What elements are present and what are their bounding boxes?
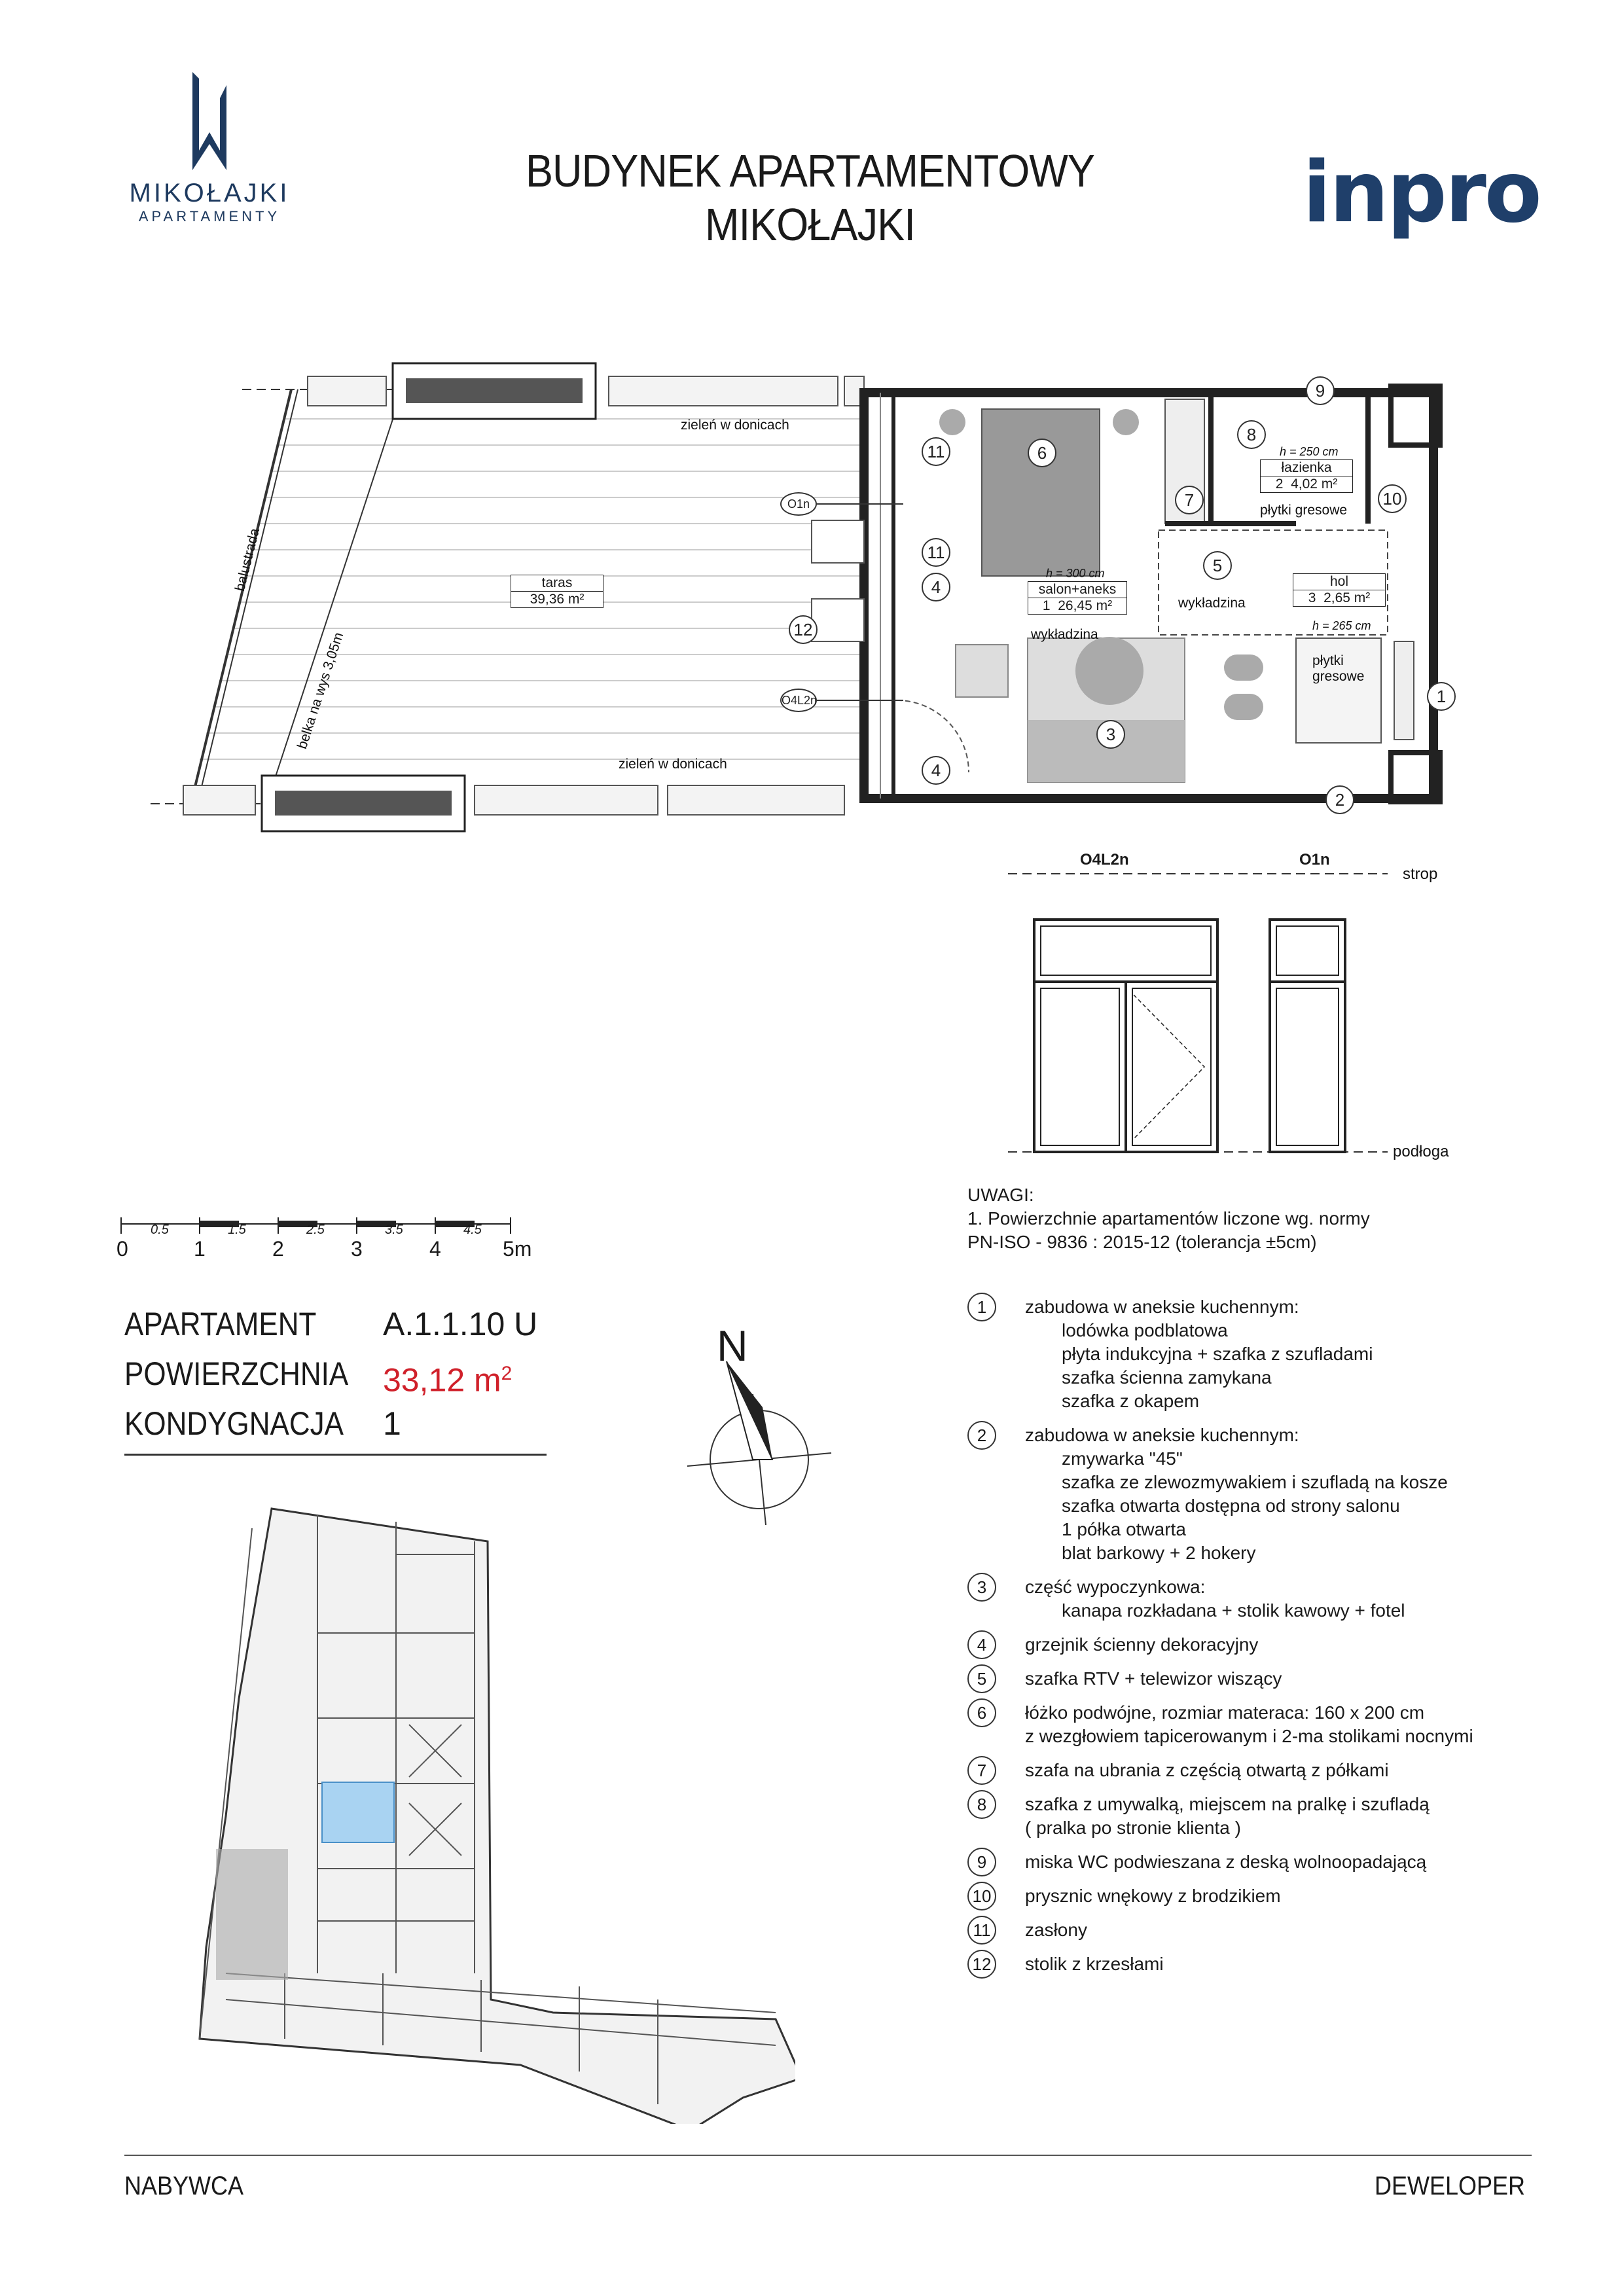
legend-item-subline: płyta indukcyjna + szafka z szufladami — [1062, 1344, 1373, 1364]
hall-area: 2,65 m² — [1323, 590, 1371, 605]
marker-9: 9 — [1306, 376, 1335, 405]
legend-item-number: 12 — [967, 1950, 996, 1979]
living-name: salon+aneks — [1028, 582, 1126, 598]
legend-item-number: 3 — [967, 1573, 996, 1602]
legend-item-number: 4 — [967, 1630, 996, 1659]
area-value-sup: 2 — [501, 1363, 513, 1384]
bath-area: 4,02 m² — [1291, 476, 1338, 492]
legend-item-text — [1025, 1950, 1557, 1976]
terrace-label-box — [511, 575, 603, 608]
legend-item-text — [1025, 1790, 1557, 1840]
marker-12: 12 — [789, 615, 818, 644]
legend-item-line: prysznic wnękowy z brodzikiem — [1025, 1886, 1281, 1906]
floor-plan — [0, 0, 1620, 851]
apartment-value: A.1.1.10 U — [383, 1306, 538, 1342]
legend-item — [967, 1664, 1557, 1691]
scale-minor-3: 3.5 — [385, 1223, 403, 1237]
legend-item-line: szafka RTV + telewizor wiszący — [1025, 1668, 1282, 1689]
window-o1n-callout: O1n — [780, 492, 817, 516]
notes-line-1: 1. Powierzchnie apartamentów liczone wg. normy — [967, 1208, 1370, 1229]
legend-item — [967, 1848, 1557, 1874]
legend-item-line: zabudowa w aneksie kuchennym: — [1025, 1425, 1299, 1445]
apartment-row — [124, 1299, 547, 1349]
key-plan — [187, 1502, 795, 2124]
marker-1: 1 — [1427, 682, 1456, 711]
legend-item-line: z wezgłowiem tapicerowanym i 2-ma stolikami nocnymi — [1025, 1726, 1473, 1746]
marker-3: 3 — [1096, 720, 1125, 749]
floor-label: KONDYGNACJA — [124, 1405, 344, 1442]
legend-item-subline: zmywarka "45" — [1062, 1448, 1183, 1469]
marker-4b: 4 — [922, 756, 950, 785]
logo-left-name: MIKOŁAJKI — [129, 179, 290, 207]
floor-row — [124, 1399, 547, 1448]
living-floor: wykładzina — [1031, 627, 1098, 642]
bath-label-box — [1260, 459, 1353, 493]
legend-item-line: zabudowa w aneksie kuchennym: — [1025, 1297, 1299, 1317]
legend-item — [967, 1950, 1557, 1976]
window-left-label: O4L2n — [1080, 851, 1129, 869]
legend-item-number: 6 — [967, 1698, 996, 1727]
kitchen-floor-1: płytki — [1312, 653, 1344, 668]
scale-major-1: 1 — [194, 1237, 206, 1261]
legend-item-text — [1025, 1848, 1557, 1874]
terrace-name: taras — [511, 575, 603, 592]
ceiling-label: strop — [1403, 865, 1438, 883]
marker-11a: 11 — [922, 437, 950, 466]
furniture-legend — [967, 1293, 1557, 1984]
scale-major-3: 3 — [351, 1237, 363, 1261]
notes-line-2: PN-ISO - 9836 : 2015-12 (tolerancja ±5cm) — [967, 1232, 1317, 1252]
legend-item-line: zasłony — [1025, 1920, 1087, 1940]
legend-item — [967, 1421, 1557, 1565]
legend-item-number: 2 — [967, 1421, 996, 1450]
beam-label: belka na wys 3,05m — [295, 630, 347, 751]
compass-north: N — [717, 1321, 748, 1370]
living-height: h = 300 cm — [1046, 567, 1105, 580]
floor-value: 1 — [383, 1405, 401, 1442]
bath-name: łazienka — [1261, 460, 1352, 476]
legend-item-subline: blat barkowy + 2 hokery — [1062, 1543, 1256, 1563]
legend-item-subline: szafka z okapem — [1062, 1391, 1200, 1411]
area-value-wrap — [383, 1349, 512, 1405]
legend-item — [967, 1916, 1557, 1942]
marker-10: 10 — [1378, 484, 1407, 513]
apartment-info-divider — [124, 1454, 547, 1456]
legend-item-text — [1025, 1421, 1557, 1565]
living-area-row — [1028, 598, 1126, 614]
legend-item-subline: szafka otwarta dostępna od strony salonu — [1062, 1496, 1400, 1516]
footer-divider — [124, 2155, 1532, 2156]
legend-item-line: ( pralka po stronie klienta ) — [1025, 1818, 1241, 1838]
marker-7: 7 — [1175, 486, 1204, 514]
bath-area-row — [1261, 476, 1352, 492]
apartment-label: APARTAMENT — [124, 1306, 317, 1342]
legend-item-subline: kanapa rozkładana + stolik kawowy + fotel — [1062, 1600, 1405, 1621]
legend-item — [967, 1790, 1557, 1840]
legend-item-number: 10 — [967, 1882, 996, 1910]
apartment-info — [124, 1299, 547, 1456]
legend-item-line: miska WC podwieszana z deską wolnoopadającą — [1025, 1852, 1427, 1872]
legend-item-line: grzejnik ścienny dekoracyjny — [1025, 1634, 1259, 1655]
hall-label-box — [1293, 573, 1386, 607]
legend-item-text — [1025, 1573, 1557, 1623]
legend-item-number: 5 — [967, 1664, 996, 1693]
developer-label: DEWELOPER — [1375, 2172, 1526, 2200]
legend-item-text — [1025, 1756, 1557, 1782]
greenery-top-label: zieleń w donicach — [681, 418, 789, 433]
legend-item — [967, 1882, 1557, 1908]
terrace-area: 39,36 m² — [530, 592, 585, 607]
legend-item — [967, 1698, 1557, 1748]
title-line-1: BUDYNEK APARTAMENTOWY — [525, 145, 1095, 196]
hall-height: h = 265 cm — [1312, 619, 1371, 632]
scale-minor-2: 2.5 — [306, 1223, 325, 1237]
marker-8: 8 — [1237, 420, 1266, 449]
window-right-label: O1n — [1299, 851, 1330, 869]
area-row — [124, 1349, 547, 1399]
floor-label: podłoga — [1393, 1143, 1449, 1160]
legend-item-subline: szafka ze zlewozmywakiem i szufladą na kosze — [1062, 1472, 1448, 1492]
legend-item-line: stolik z krzesłami — [1025, 1954, 1164, 1974]
legend-item-number: 8 — [967, 1790, 996, 1819]
logo-inpro: inpro — [1303, 144, 1540, 242]
legend-item-line: łóżko podwójne, rozmiar materaca: 160 x 200 cm — [1025, 1702, 1425, 1723]
kitchen-floor-2: gresowe — [1312, 669, 1365, 684]
bath-no: 2 — [1275, 476, 1284, 492]
title-line-2: MIKOŁAJKI — [705, 199, 915, 250]
scale-major-0: 0 — [117, 1237, 128, 1261]
legend-item-text — [1025, 1698, 1557, 1748]
legend-item-text — [1025, 1916, 1557, 1942]
hall-no: 3 — [1308, 590, 1316, 605]
scale-major-5: 5m — [503, 1237, 532, 1261]
hall-floor: wykładzina — [1178, 596, 1246, 611]
legend-item — [967, 1630, 1557, 1657]
legend-item-subline: lodówka podblatowa — [1062, 1320, 1228, 1340]
scale-minor-4: 4.5 — [463, 1223, 482, 1237]
marker-4a: 4 — [922, 573, 950, 601]
legend-item-number: 1 — [967, 1293, 996, 1321]
legend-item-number: 11 — [967, 1916, 996, 1945]
hall-name: hol — [1293, 574, 1385, 590]
greenery-bottom-label: zieleń w donicach — [619, 757, 727, 772]
legend-item-number: 7 — [967, 1756, 996, 1785]
hall-area-row — [1293, 590, 1385, 606]
legend-item — [967, 1293, 1557, 1413]
bath-height: h = 250 cm — [1280, 445, 1339, 458]
legend-item-number: 9 — [967, 1848, 996, 1876]
legend-item-subline: 1 półka otwarta — [1062, 1519, 1186, 1539]
living-area: 26,45 m² — [1058, 598, 1113, 613]
marker-11b: 11 — [922, 538, 950, 567]
legend-item-subline: szafka ścienna zamykana — [1062, 1367, 1272, 1388]
living-no: 1 — [1042, 598, 1051, 613]
notes-block — [967, 1183, 1370, 1254]
scale-minor-1: 1.5 — [228, 1223, 246, 1237]
legend-item — [967, 1756, 1557, 1782]
scale-major-4: 4 — [429, 1237, 441, 1261]
window-o4l2n-callout: O4L2n — [780, 689, 817, 712]
legend-item-text — [1025, 1664, 1557, 1691]
legend-item-text — [1025, 1293, 1557, 1413]
legend-item-line: szafka z umywalką, miejscem na pralkę i szufladą — [1025, 1794, 1430, 1814]
balustrade-label: balustrada — [232, 526, 263, 593]
scale-minor-0: 0.5 — [151, 1223, 169, 1237]
logo-left-sub: APARTAMENTY — [138, 208, 281, 224]
marker-5: 5 — [1203, 551, 1232, 580]
legend-item — [967, 1573, 1557, 1623]
window-elevations — [1008, 851, 1466, 1165]
legend-item-line: szafa na ubrania z częścią otwartą z półkami — [1025, 1760, 1389, 1780]
marker-2: 2 — [1325, 785, 1354, 814]
legend-item-text — [1025, 1630, 1557, 1657]
legend-item-line: część wypoczynkowa: — [1025, 1577, 1206, 1597]
marker-6: 6 — [1028, 439, 1056, 467]
legend-item-text — [1025, 1882, 1557, 1908]
living-label-box — [1028, 581, 1127, 615]
buyer-label: NABYWCA — [124, 2172, 244, 2200]
area-value: 33,12 m — [383, 1361, 501, 1399]
scale-major-2: 2 — [272, 1237, 284, 1261]
area-label: POWIERZCHNIA — [124, 1355, 349, 1392]
notes-heading: UWAGI: — [967, 1185, 1034, 1205]
bath-floor: płytki gresowe — [1260, 503, 1348, 518]
